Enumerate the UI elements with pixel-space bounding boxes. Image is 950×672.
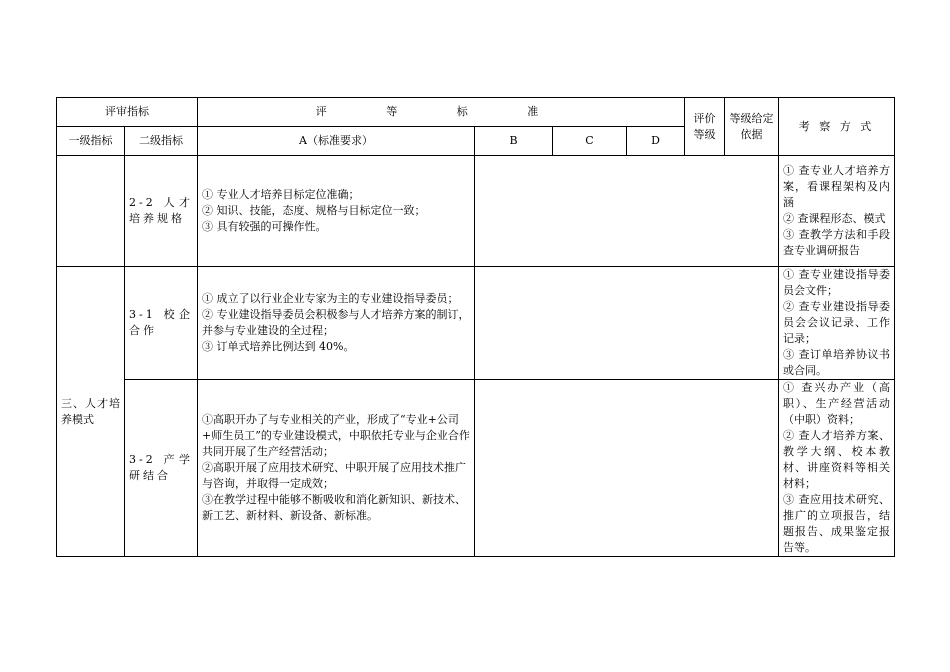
criteria-item: ③ 订单式培养比例达到 40%。 bbox=[202, 340, 355, 353]
method-item: ③ 查应用技术研究、推广的立项报告，结题报告、成果鉴定报告等。 bbox=[783, 493, 890, 554]
rating-grade-header: 评价等级 bbox=[685, 98, 725, 156]
table-row bbox=[57, 267, 895, 380]
method-item: ③ 查教学方法和手段查专业调研报告 bbox=[783, 228, 890, 257]
method-cell bbox=[779, 380, 895, 557]
criteria-item: ③ 具有较强的可操作性。 bbox=[202, 220, 327, 233]
grade-basis-header: 等级给定依据 bbox=[725, 98, 779, 156]
grade-empty-cell bbox=[475, 380, 779, 557]
criteria-cell bbox=[198, 156, 475, 267]
method-item: ① 查兴办产业（高职）、生产经营活动（中职）资料； bbox=[783, 381, 890, 426]
criteria-item: ③在教学过程中能够不断吸收和消化新知识、新技术、新工艺、新材料、新设备、新标准。 bbox=[202, 493, 466, 522]
method-item: ① 查专业人才培养方案，看课程架构及内涵 bbox=[783, 164, 890, 209]
standard-header: 评 等 标 准 bbox=[198, 98, 685, 127]
level2-cell: 3-2 产学研结合 bbox=[125, 380, 198, 557]
method-cell bbox=[779, 156, 895, 267]
method-item: ① 查专业建设指导委员会文件； bbox=[783, 268, 890, 297]
table-row bbox=[57, 156, 895, 267]
criteria-item: ②高职开展了应用技术研究、中职开展了应用技术推广与咨询，并取得一定成效； bbox=[202, 461, 466, 490]
evaluation-table bbox=[56, 97, 895, 557]
method-cell bbox=[779, 267, 895, 380]
grade-b-header: B bbox=[475, 127, 553, 156]
grade-c-header: C bbox=[553, 127, 627, 156]
criteria-item: ① 成立了以行业企业专家为主的专业建设指导委员； bbox=[202, 292, 459, 305]
grade-d-header: D bbox=[627, 127, 685, 156]
level1-header: 一级指标 bbox=[57, 127, 125, 156]
level2-cell: 2-2 人才培养规格 bbox=[125, 156, 198, 267]
inspection-method-header: 考 察 方 式 bbox=[779, 98, 895, 156]
method-item: ② 查人才培养方案、教学大纲、校本教材、讲座资料等相关材料； bbox=[783, 429, 890, 490]
criteria-cell bbox=[198, 380, 475, 557]
criteria-item: ① 专业人才培养目标定位准确； bbox=[202, 188, 360, 201]
level1-cell-empty bbox=[57, 156, 125, 267]
level2-header: 二级指标 bbox=[125, 127, 198, 156]
grade-empty-cell bbox=[475, 267, 779, 380]
table-row bbox=[57, 380, 895, 557]
grade-a-header: A（标准要求） bbox=[198, 127, 475, 156]
criteria-item: ② 知识、技能，态度、规格与目标定位一致； bbox=[202, 204, 426, 217]
method-item: ② 查课程形态、模式 bbox=[783, 212, 886, 225]
method-item: ③ 查订单培养协议书或合同。 bbox=[783, 348, 890, 377]
method-item: ② 查专业建设指导委员会会议记录、工作记录； bbox=[783, 300, 890, 345]
level1-cell: 三、人才培养模式 bbox=[57, 267, 125, 557]
grade-empty-cell bbox=[475, 156, 779, 267]
criteria-item: ①高职开办了与专业相关的产业，形成了“专业+公司+师生员工”的专业建设模式，中职依托专业与企业合作共同开展了生产经营活动； bbox=[202, 413, 470, 458]
level2-cell: 3-1 校企合作 bbox=[125, 267, 198, 380]
criteria-cell bbox=[198, 267, 475, 380]
criteria-item: ② 专业建设指导委员会积极参与人才培养方案的制订，并参与专业建设的全过程； bbox=[202, 308, 470, 337]
header-row-1 bbox=[57, 98, 895, 127]
review-indicator-header: 评审指标 bbox=[57, 98, 198, 127]
